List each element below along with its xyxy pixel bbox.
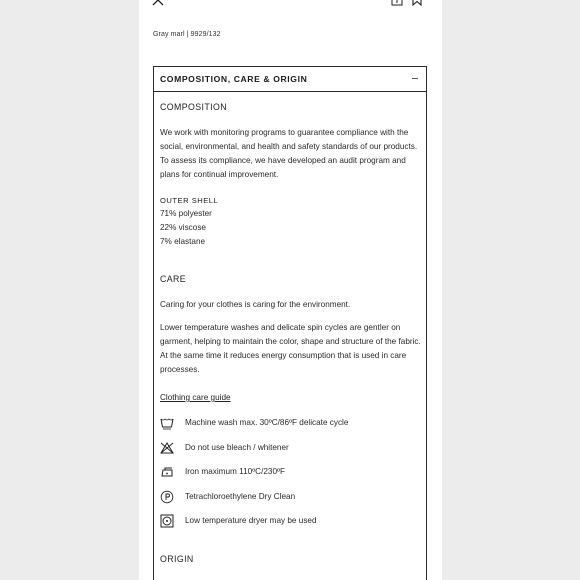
care-heading: CARE	[160, 274, 187, 284]
clothing-care-guide-link[interactable]: Clothing care guide	[160, 393, 231, 402]
section-title: COMPOSITION, CARE & ORIGIN	[160, 74, 308, 84]
share-icon[interactable]	[391, 0, 403, 6]
tumble-dry-low-icon	[160, 514, 174, 528]
material-item: 7% elastane	[160, 237, 206, 246]
top-toolbar	[139, 0, 442, 8]
care-instruction: Do not use bleach / whitener	[160, 441, 422, 457]
care-instruction: Machine wash max. 30ºC/86ºF delicate cycle	[160, 416, 422, 432]
composition-care-origin-section	[153, 66, 427, 580]
material-item: 22% viscose	[160, 223, 206, 232]
composition-paragraph: We work with monitoring programs to guarantee compliance with the social, environmental, and health and safety standards of our products. To assess its compliance, we have developed an audit program and plans for continual improvement.	[160, 128, 418, 179]
care-intro: Caring for your clothes is caring for the environment.	[160, 300, 351, 309]
material-item: 71% polyester	[160, 209, 212, 218]
origin-heading: ORIGIN	[160, 554, 194, 564]
minus-icon[interactable]	[412, 78, 418, 79]
wash-30-delicate-icon	[160, 416, 174, 430]
no-bleach-icon	[160, 441, 174, 455]
section-header[interactable]	[154, 67, 426, 92]
product-detail-panel	[139, 0, 442, 580]
care-paragraph: Lower temperature washes and delicate spin cycles are gentler on garment, helping to maintain the color, shape and structure of the fabric. At the same time it reduces energy consumption that is used in care processes.	[160, 323, 421, 374]
product-reference: Gray marl | 9929/132	[153, 31, 221, 38]
outer-shell-heading: OUTER SHELL	[160, 196, 219, 205]
dry-clean-p-icon	[160, 490, 174, 504]
bookmark-icon[interactable]	[411, 0, 423, 6]
care-instruction: Iron maximum 110ºC/230ºF	[160, 465, 422, 481]
iron-110-icon	[160, 465, 174, 479]
care-instruction: Low temperature dryer may be used	[160, 514, 422, 530]
close-icon[interactable]	[152, 0, 164, 6]
composition-heading: COMPOSITION	[160, 102, 227, 112]
care-instruction: Tetrachloroethylene Dry Clean	[160, 490, 422, 506]
